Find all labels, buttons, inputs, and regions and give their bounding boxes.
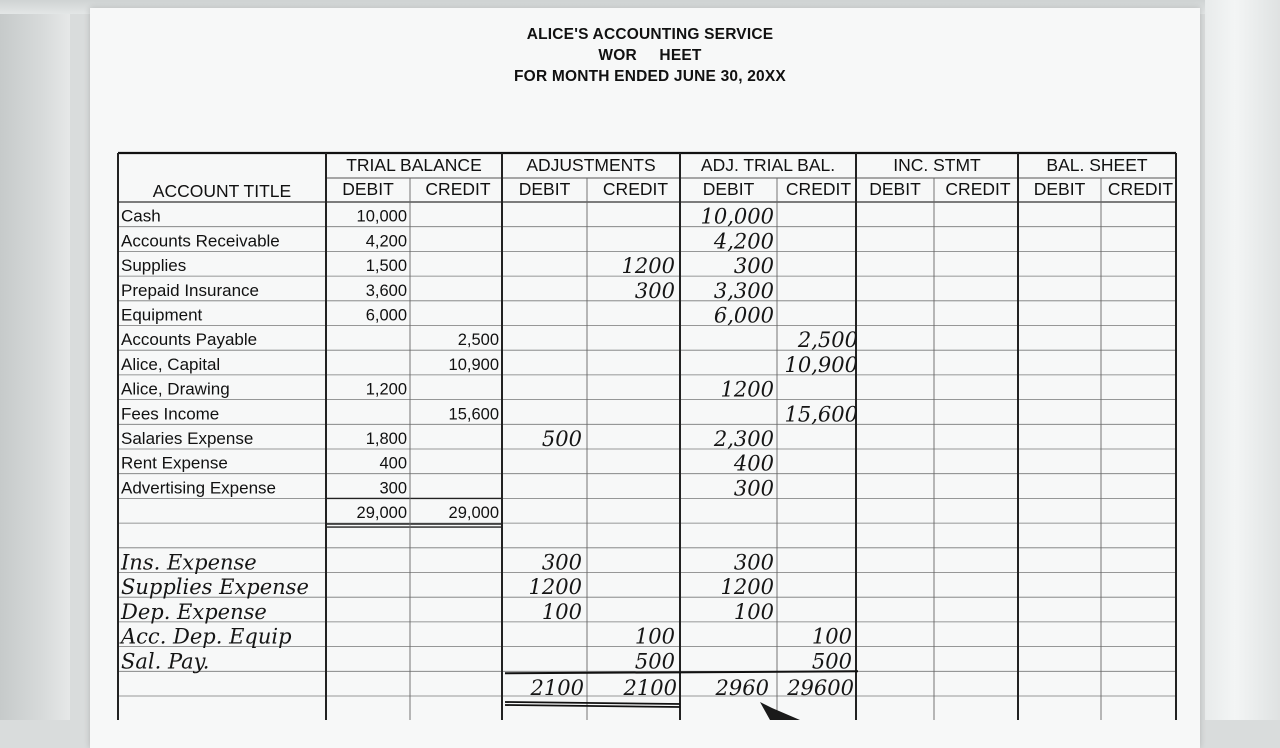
section-header: ADJ. TRIAL BAL. — [700, 155, 836, 175]
account-name: Alice, Drawing — [121, 379, 230, 399]
adj-credit-value: 500 — [634, 649, 675, 674]
atb-debit-value: 4,200 — [713, 229, 774, 254]
atb-debit-value: 300 — [733, 550, 774, 575]
section-header: TRIAL BALANCE — [346, 155, 482, 175]
tb-credit-value: 10,900 — [448, 355, 499, 374]
handwritten-account-name: Supplies Expense — [121, 575, 309, 600]
credit-column-header: CREDIT — [425, 179, 491, 199]
pen-tip — [760, 702, 800, 720]
atb-credit-value: 10,900 — [784, 352, 858, 377]
account-title-header: ACCOUNT TITLE — [152, 181, 292, 201]
tb-debit-value: 300 — [379, 479, 407, 498]
debit-column-header: DEBIT — [1033, 179, 1086, 199]
account-name: Accounts Payable — [121, 330, 258, 350]
atb-credit-final-total: 29600 — [787, 676, 854, 700]
atb-debit-value: 2,300 — [713, 427, 774, 451]
account-name: Cash — [121, 206, 161, 226]
atb-credit-value: 500 — [811, 649, 852, 674]
hand-double-rule — [505, 702, 680, 704]
debit-column-header: DEBIT — [702, 179, 755, 199]
adj-debit-final-total: 2100 — [530, 676, 584, 700]
handwritten-account-name: Ins. Expense — [121, 550, 257, 575]
credit-column-header: CREDIT — [945, 179, 1011, 199]
tb-debit-value: 6,000 — [365, 306, 407, 325]
worksheet-title: WOR HEET — [598, 47, 702, 64]
account-name: Accounts Receivable — [121, 231, 280, 251]
account-name: Fees Income — [121, 404, 220, 424]
account-name: Salaries Expense — [121, 429, 254, 448]
handwritten-account-name: Dep. Expense — [121, 599, 267, 624]
atb-credit-value: 100 — [811, 624, 852, 649]
account-name: Prepaid Insurance — [121, 280, 259, 300]
atb-debit-value: 100 — [733, 599, 774, 624]
tb-debit-value: 400 — [379, 454, 407, 473]
adj-debit-value: 300 — [541, 550, 582, 575]
adj-debit-value: 100 — [541, 599, 582, 624]
atb-debit-value: 400 — [733, 451, 774, 476]
account-name: Rent Expense — [121, 453, 228, 473]
tb-debit-total: 29,000 — [356, 504, 407, 523]
credit-column-header: CREDIT — [785, 179, 852, 199]
section-header: INC. STMT — [893, 155, 981, 175]
atb-debit-value: 300 — [733, 254, 774, 279]
debit-column-header: DEBIT — [869, 179, 921, 199]
tb-credit-value: 2,500 — [457, 331, 499, 350]
adj-debit-value: 1200 — [528, 575, 582, 600]
atb-debit-value: 1200 — [720, 575, 774, 600]
atb-debit-value: 1200 — [720, 377, 774, 402]
account-name: Equipment — [121, 305, 203, 325]
debit-column-header: DEBIT — [518, 179, 571, 199]
adj-credit-value: 300 — [634, 278, 675, 303]
account-name: Advertising Expense — [121, 478, 276, 498]
tb-debit-value: 4,200 — [365, 232, 407, 251]
section-header: BAL. SHEET — [1046, 155, 1148, 175]
tb-debit-value: 3,600 — [365, 281, 407, 300]
atb-debit-value: 6,000 — [713, 303, 774, 328]
tb-debit-value: 1,800 — [365, 430, 407, 448]
adj-credit-value: 100 — [634, 624, 675, 649]
account-name: Alice, Capital — [121, 354, 221, 374]
tb-debit-value: 1,500 — [365, 257, 407, 276]
section-header: ADJUSTMENTS — [526, 155, 656, 175]
credit-column-header: CREDIT — [1107, 179, 1174, 199]
atb-credit-value: 2,500 — [797, 328, 858, 353]
atb-debit-value: 300 — [733, 476, 774, 501]
hand-double-rule — [505, 705, 680, 707]
credit-column-header: CREDIT — [602, 179, 669, 199]
account-name: Supplies — [121, 256, 187, 276]
atb-credit-value: 15,600 — [784, 402, 858, 427]
handwritten-account-name: Sal. Pay. — [121, 649, 210, 674]
debit-column-header: DEBIT — [342, 179, 394, 199]
company-name: ALICE'S ACCOUNTING SERVICE — [526, 26, 774, 43]
adj-debit-value: 500 — [541, 427, 582, 451]
atb-debit-value: 3,300 — [713, 278, 774, 303]
handwritten-account-name: Acc. Dep. Equip — [121, 624, 292, 649]
atb-debit-final-total: 2960 — [715, 676, 769, 700]
adj-credit-value: 1200 — [621, 254, 675, 279]
tb-debit-value: 1,200 — [365, 380, 407, 399]
grid-cells — [119, 155, 1173, 720]
atb-debit-value: 10,000 — [700, 204, 774, 229]
adj-credit-final-total: 2100 — [623, 676, 677, 700]
tb-credit-value: 15,600 — [448, 405, 499, 424]
tb-debit-value: 10,000 — [356, 207, 407, 226]
period-line: FOR MONTH ENDED JUNE 30, 20XX — [514, 68, 786, 85]
tb-credit-total: 29,000 — [448, 504, 499, 523]
